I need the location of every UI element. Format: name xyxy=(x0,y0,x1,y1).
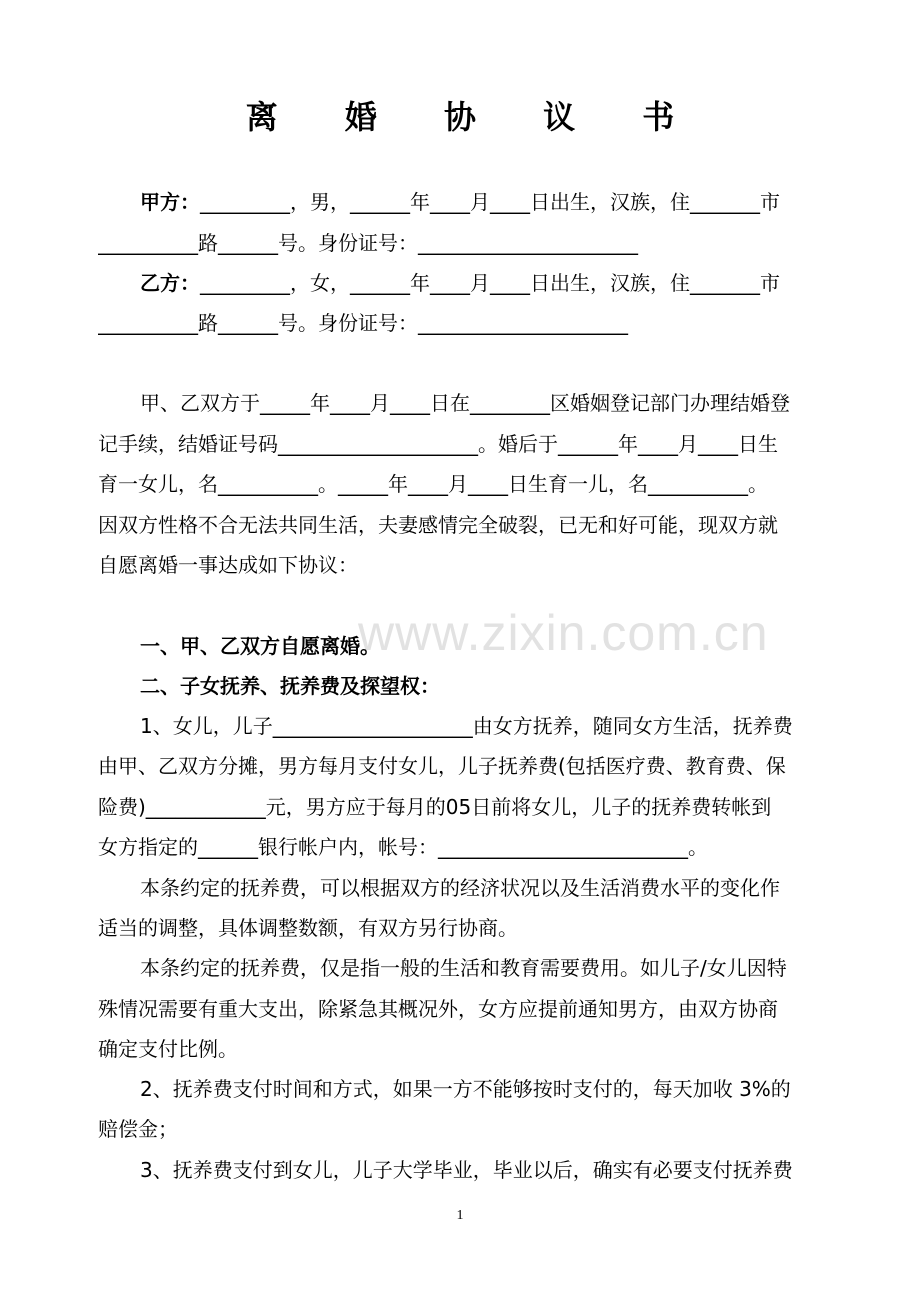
general-line-2: 殊情况需要有重大支出，除紧急其概况外，女方应提前通知男方，由双方协商 xyxy=(98,997,778,1021)
party-b-label: 乙方： xyxy=(140,271,200,295)
section-2-heading: 二、子女抚养、抚养费及探望权： xyxy=(140,674,440,698)
page-number: 1 xyxy=(456,1208,464,1223)
general-line-3: 确定支付比例。 xyxy=(98,1037,238,1061)
item-1-line-3: 险费)____________元，男方应于每月的05日前将女儿，儿子的抚养费转帐到 xyxy=(98,795,772,819)
party-b-line-2: __________路______号。身份证号：_____________________ xyxy=(98,311,628,335)
watermark: www.zixin.com.cn xyxy=(358,605,769,661)
party-b-details: _________，女，______年____月____日出生，汉族，住_______市 xyxy=(200,271,780,295)
item-1-line-2: 由甲、乙双方分摊，男方每月支付女儿，儿子抚养费(包括医疗费、教育费、保 xyxy=(98,754,786,778)
item-2-line-1: 2、抚养费支付时间和方式，如果一方不能够按时支付的，每天加收 3%的 xyxy=(140,1077,791,1101)
intro-line-5: 自愿离婚一事达成如下协议： xyxy=(98,553,358,577)
item-1-line-4: 女方指定的______银行帐户内，帐号：_________________________。 xyxy=(98,835,708,859)
general-line-1: 本条约定的抚养费，仅是指一般的生活和教育需要费用。如儿子/女儿因特 xyxy=(140,956,787,980)
document-title: 离 婚 协 议 书 xyxy=(245,98,703,136)
item-1-line-1: 1、女儿，儿子____________________由女方抚养，随同女方生活，抚养费 xyxy=(140,714,793,738)
party-b-line-1 xyxy=(98,268,838,298)
intro-line-3: 育一女儿，名__________。_____年____月____日生育一儿，名__________。 xyxy=(98,472,768,496)
party-a-label: 甲方： xyxy=(140,190,200,214)
section-1-heading: 一、甲、乙双方自愿离婚。 xyxy=(140,634,380,658)
party-a-line-2: __________路______号。身份证号：______________________ xyxy=(98,231,638,255)
intro-line-4: 因双方性格不合无法共同生活，夫妻感情完全破裂，已无和好可能，现双方就 xyxy=(98,513,778,537)
item-3-line-1: 3、抚养费支付到女儿，儿子大学毕业，毕业以后，确实有必要支付抚养费 xyxy=(140,1158,793,1182)
intro-line-2: 记手续，结婚证号码____________________。婚后于______年____月____日生 xyxy=(98,432,778,456)
party-a-line-1 xyxy=(98,187,838,217)
party-a-details: _________，男，______年____月____日出生，汉族，住_______市 xyxy=(200,190,780,214)
intro-line-1: 甲、乙双方于_____年____月____日在________区婚姻登记部门办理结婚登 xyxy=(140,391,790,415)
adjust-line-1: 本条约定的抚养费，可以根据双方的经济状况以及生活消费水平的变化作 xyxy=(140,876,780,900)
adjust-line-2: 适当的调整，具体调整数额，有双方另行协商。 xyxy=(98,916,518,940)
item-2-line-2: 赔偿金； xyxy=(98,1117,178,1141)
